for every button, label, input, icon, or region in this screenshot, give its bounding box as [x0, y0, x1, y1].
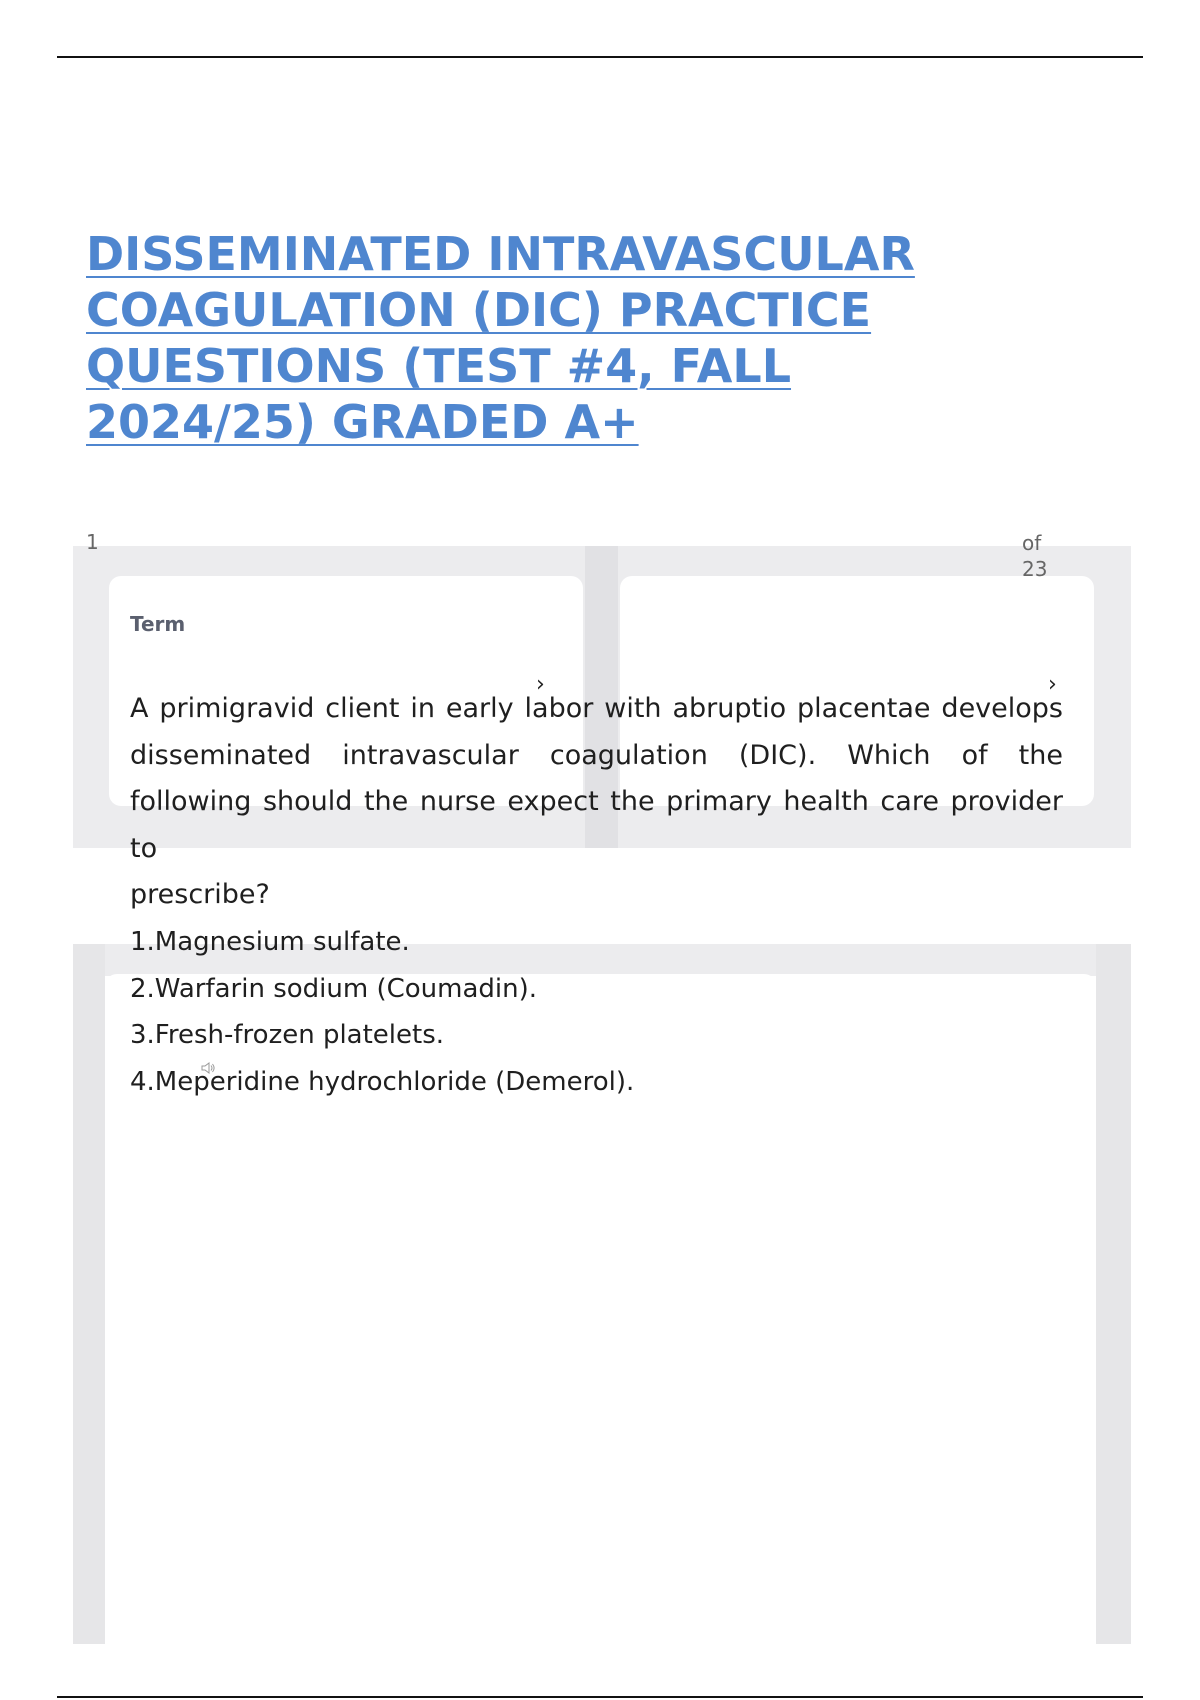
lower-panel-left — [73, 944, 105, 1644]
question-line: A primigravid client in early labor with abruptio placentae develops — [130, 693, 1063, 724]
title-line-4: 2024/25) GRADED A+ — [86, 395, 639, 449]
option-3: 3.Fresh-frozen platelets. — [130, 1020, 445, 1050]
title-line-1: DISSEMINATED INTRAVASCULAR — [86, 227, 915, 281]
bottom-rule — [57, 1696, 1143, 1698]
question-text — [130, 686, 1063, 919]
chevron-right-icon[interactable]: › — [536, 672, 545, 697]
question-line: to — [130, 832, 158, 864]
answer-options — [130, 919, 1063, 1105]
question-line: prescribe? — [130, 879, 270, 910]
chevron-right-icon[interactable]: › — [1048, 672, 1057, 697]
card-index: 1 — [86, 530, 99, 554]
card-total-of: of — [1022, 531, 1042, 555]
title-line-3: QUESTIONS (TEST #4, FALL — [86, 339, 792, 393]
option-2: 2.Warfarin sodium (Coumadin). — [130, 973, 538, 1004]
title-line-2: COAGULATION (DIC) PRACTICE — [86, 283, 872, 337]
speaker-icon[interactable] — [200, 1060, 216, 1076]
card-total — [1022, 530, 1047, 582]
page-title[interactable] — [86, 226, 1066, 450]
question-line: disseminated intravascular coagulation (DIC). Which of the — [130, 739, 1063, 771]
term-label: Term — [130, 612, 186, 636]
option-1: 1.Magnesium sulfate. — [130, 927, 410, 957]
option-4: 4.Meperidine hydrochloride (Demerol). — [130, 1066, 635, 1097]
question-line: following should the nurse expect the primary health care provider — [130, 786, 1063, 817]
lower-panel-right — [1096, 944, 1131, 1644]
top-rule — [57, 56, 1143, 58]
card-total-count: 23 — [1022, 557, 1048, 581]
